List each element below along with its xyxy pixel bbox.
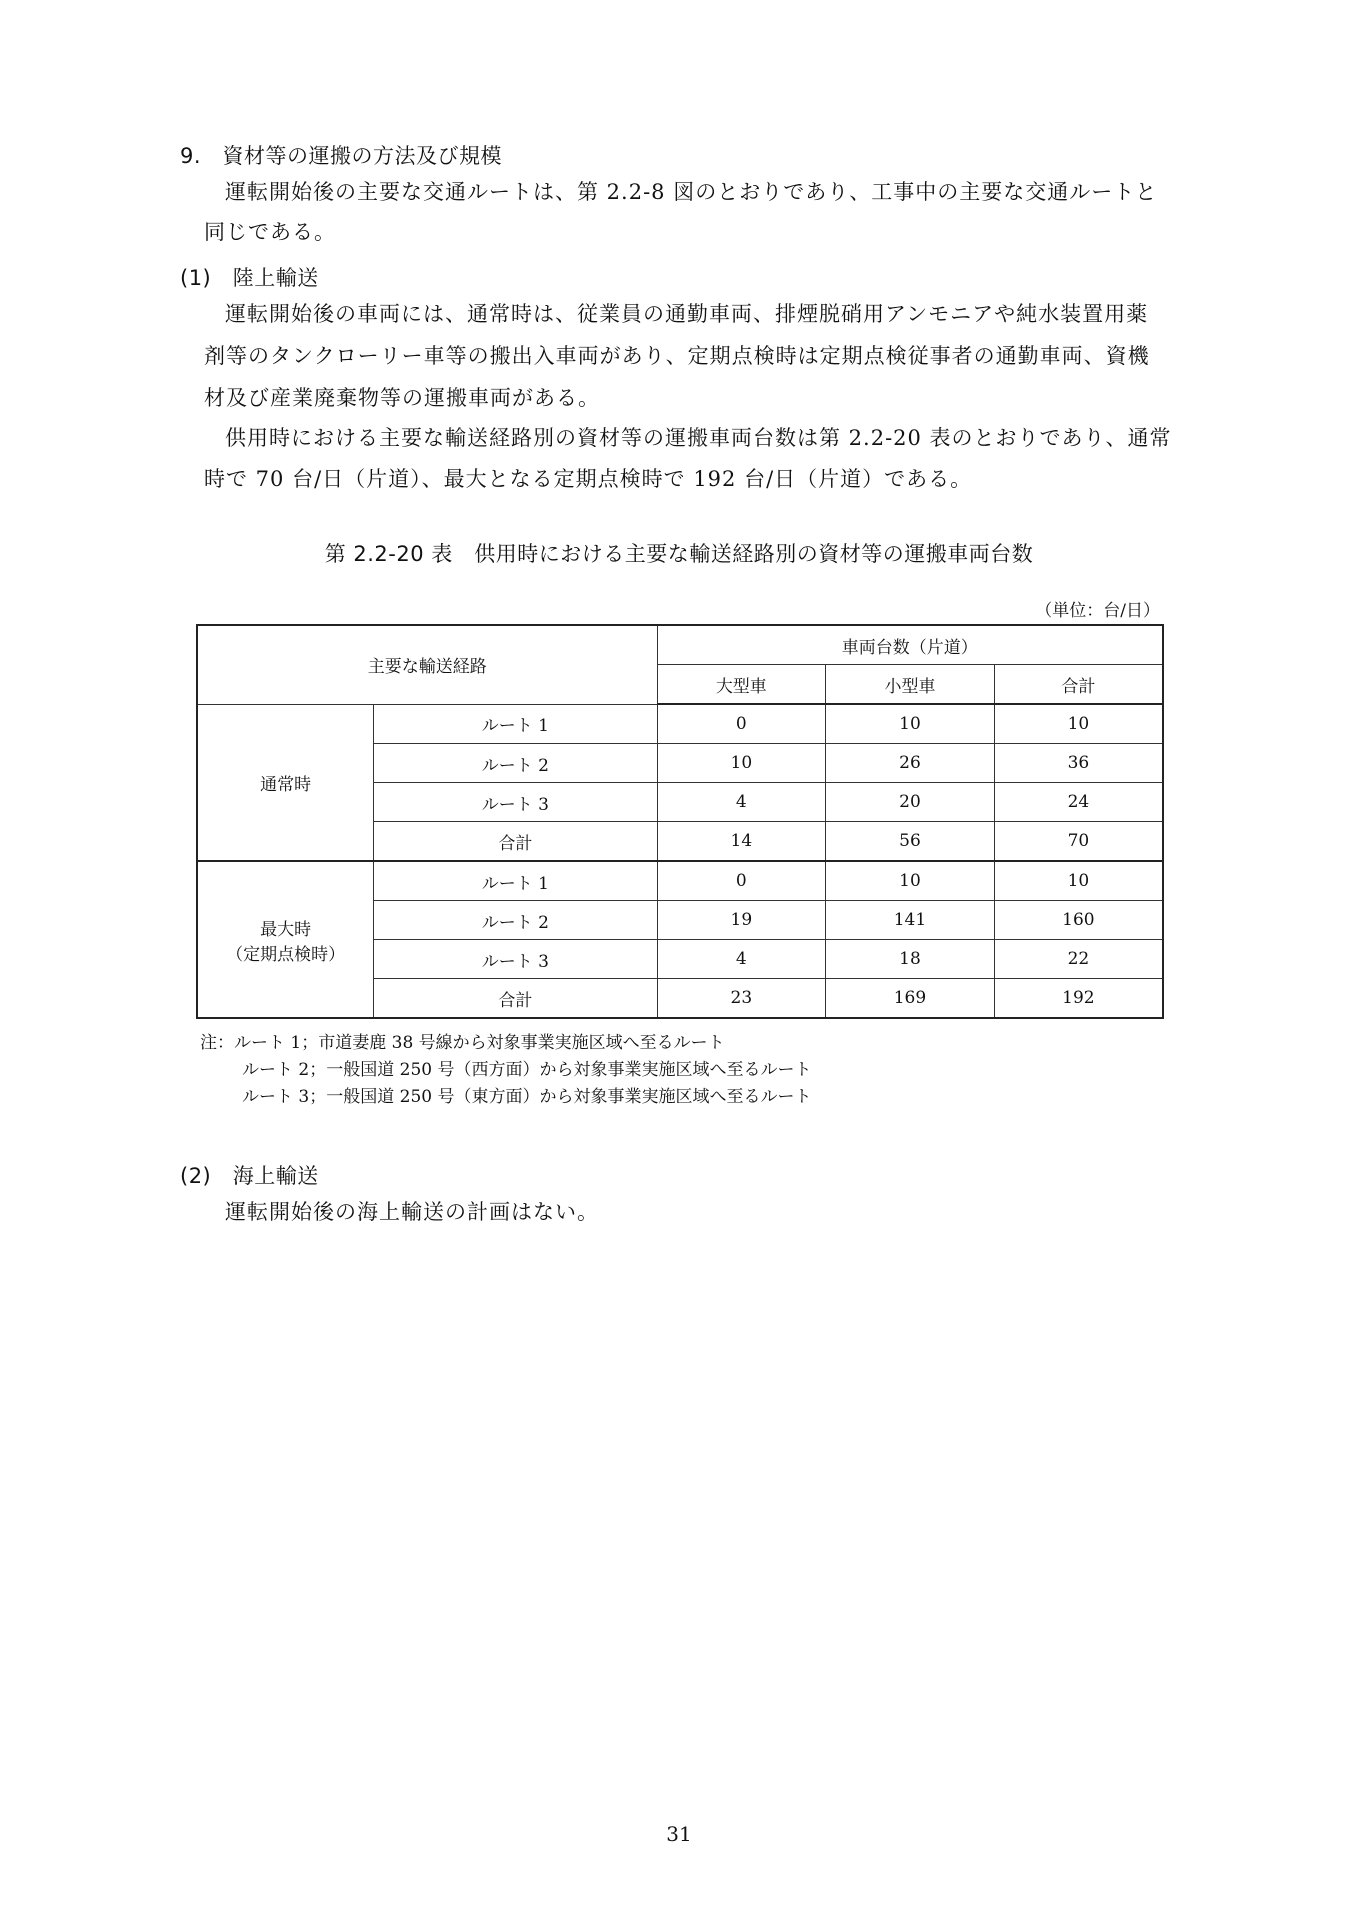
total-cell: 10 [994, 861, 1163, 901]
route-cell: 合計 [374, 822, 657, 862]
route-cell: ルート 1 [374, 861, 657, 901]
small-cell: 56 [826, 822, 995, 862]
section-9-paragraph-line1: 運転開始後の主要な交通ルートは、第 2.2-8 図のとおりであり、工事中の主要な交通ルートと [225, 180, 1158, 204]
land-paragraph2-line1: 供用時における主要な輸送経路別の資材等の運搬車両台数は第 2.2-20 表のとおりであり、通常 [225, 426, 1172, 450]
small-cell: 18 [826, 940, 995, 979]
header-route: 主要な輸送経路 [197, 625, 657, 704]
land-transport-heading: (1) 陸上輸送 [180, 266, 319, 290]
table-notes [200, 1030, 811, 1111]
normal-label: 通常時 [197, 704, 374, 861]
total-cell: 24 [994, 783, 1163, 822]
large-cell: 10 [657, 744, 826, 783]
small-cell: 169 [826, 979, 995, 1019]
large-cell: 4 [657, 783, 826, 822]
small-cell: 20 [826, 783, 995, 822]
route-cell: ルート 1 [374, 704, 657, 744]
route-cell: ルート 3 [374, 783, 657, 822]
max-label-line2: （定期点検時） [226, 944, 346, 965]
table-caption: 第 2.2-20 表 供用時における主要な輸送経路別の資材等の運搬車両台数 [324, 542, 1034, 566]
route-cell: 合計 [374, 979, 657, 1019]
section-9-heading: 9. 資材等の運搬の方法及び規模 [180, 144, 503, 168]
land-paragraph1-line1: 運転開始後の車両には、通常時は、従業員の通勤車両、排煙脱硝用アンモニアや純水装置用薬 [225, 302, 1149, 326]
section-9-paragraph-line2: 同じである。 [204, 220, 336, 244]
vehicle-count-table [196, 624, 1164, 1019]
sea-paragraph: 運転開始後の海上輸送の計画はない。 [225, 1200, 599, 1224]
large-cell: 19 [657, 901, 826, 940]
total-cell: 160 [994, 901, 1163, 940]
large-cell: 0 [657, 704, 826, 744]
land-paragraph2-line2: 時で 70 台/日（片道）、最大となる定期点検時で 192 台/日（片道）である。 [204, 467, 973, 491]
max-label [197, 861, 374, 1018]
total-cell: 10 [994, 704, 1163, 744]
page-number: 31 [666, 1822, 692, 1846]
route-cell: ルート 2 [374, 901, 657, 940]
table-row [197, 704, 1163, 744]
route-cell: ルート 3 [374, 940, 657, 979]
total-cell: 192 [994, 979, 1163, 1019]
land-paragraph1-line3: 材及び産業廃棄物等の運搬車両がある。 [204, 386, 600, 410]
small-cell: 141 [826, 901, 995, 940]
large-cell: 0 [657, 861, 826, 901]
large-cell: 4 [657, 940, 826, 979]
total-cell: 22 [994, 940, 1163, 979]
col-small: 小型車 [826, 665, 995, 705]
note-route-1: 注：ルート 1；市道妻鹿 38 号線から対象事業実施区域へ至るルート [200, 1033, 725, 1053]
small-cell: 10 [826, 704, 995, 744]
route-cell: ルート 2 [374, 744, 657, 783]
header-vehicles: 車両台数（片道） [657, 625, 1163, 665]
large-cell: 23 [657, 979, 826, 1019]
total-cell: 70 [994, 822, 1163, 862]
max-label-line1: 最大時 [260, 919, 312, 940]
col-total: 合計 [994, 665, 1163, 705]
table-unit: （単位：台/日） [1035, 601, 1160, 621]
land-paragraph1-line2: 剤等のタンクローリー車等の搬出入車両があり、定期点検時は定期点検従事者の通勤車両、資機 [204, 344, 1150, 368]
large-cell: 14 [657, 822, 826, 862]
small-cell: 26 [826, 744, 995, 783]
col-large: 大型車 [657, 665, 826, 705]
note-route-2: ルート 2；一般国道 250 号（西方面）から対象事業実施区域へ至るルート [242, 1060, 812, 1080]
small-cell: 10 [826, 861, 995, 901]
table-row [197, 861, 1163, 901]
sea-transport-heading: (2) 海上輸送 [180, 1164, 319, 1188]
note-route-3: ルート 3；一般国道 250 号（東方面）から対象事業実施区域へ至るルート [242, 1087, 812, 1107]
total-cell: 36 [994, 744, 1163, 783]
